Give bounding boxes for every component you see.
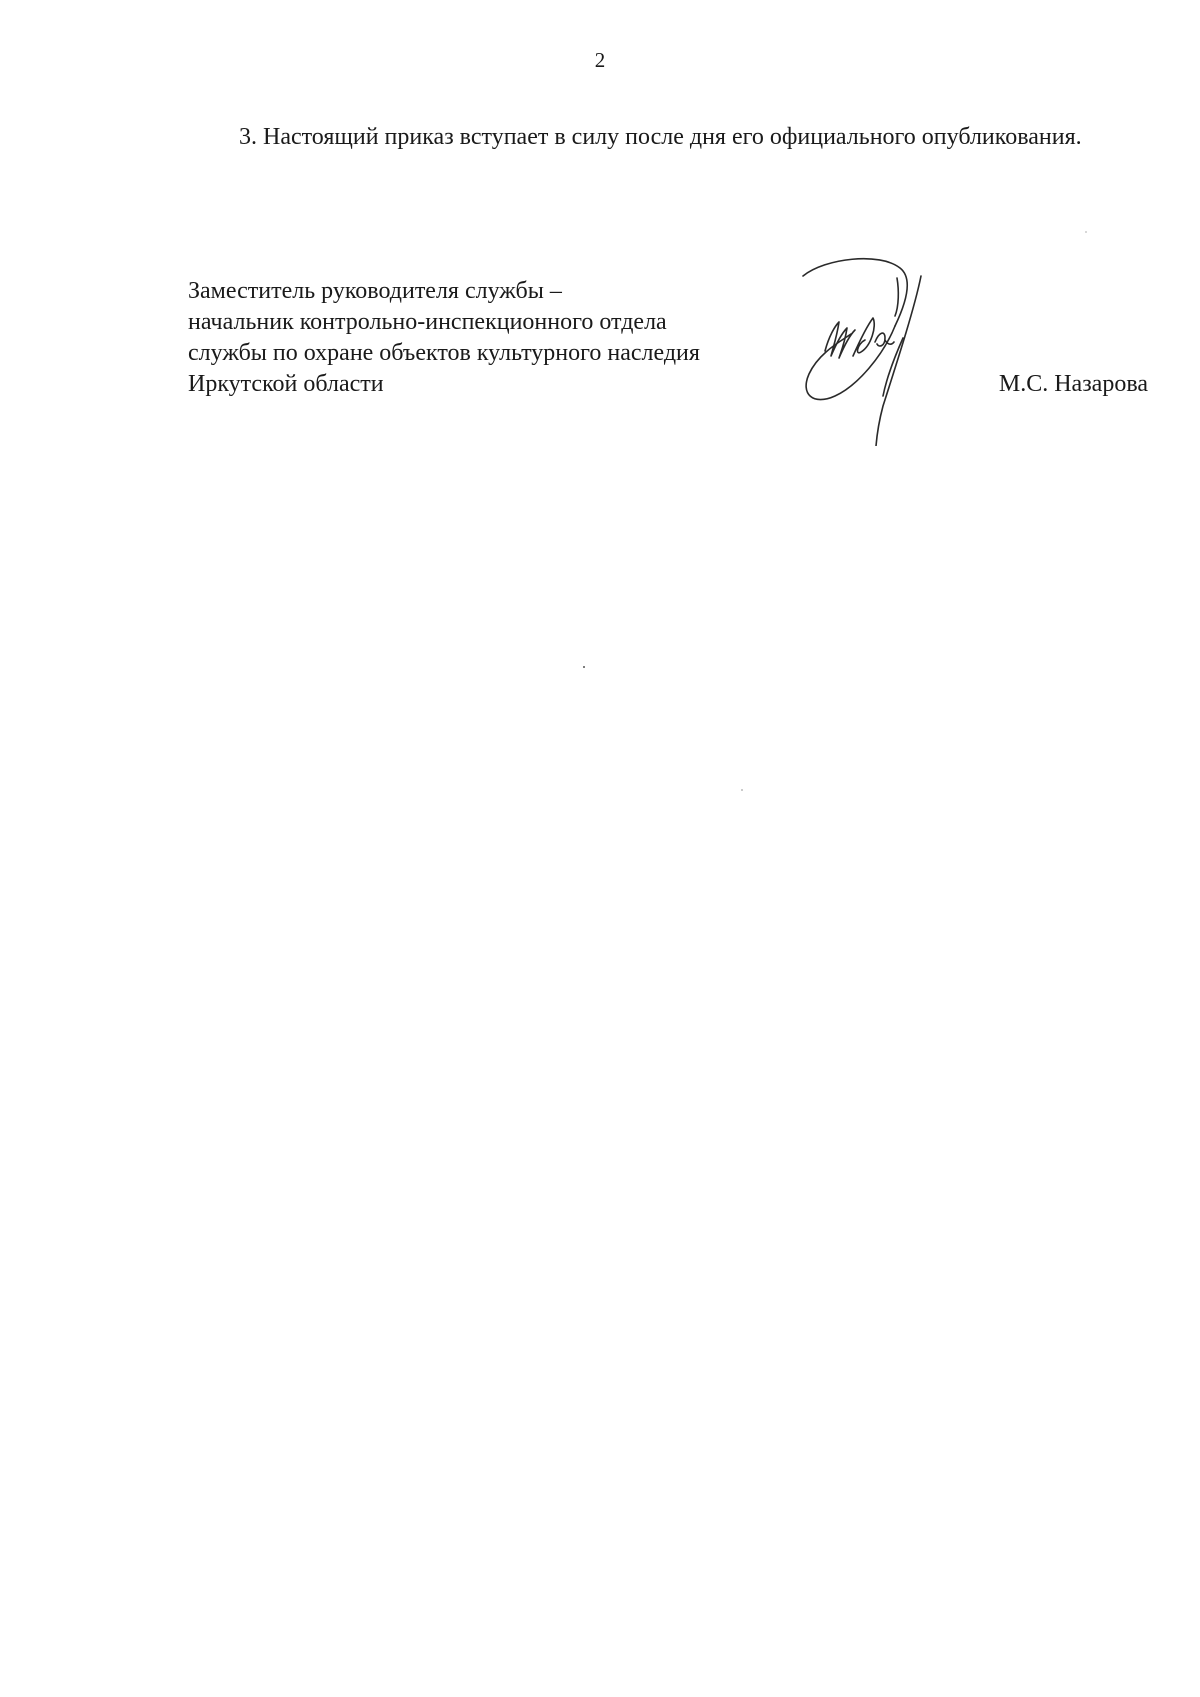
- signer-position-line: службы по охране объектов культурного наследия: [188, 340, 700, 366]
- scan-speck: [741, 789, 743, 791]
- signer-position: [188, 276, 808, 400]
- signer-position-line: Заместитель руководителя службы –: [188, 278, 562, 304]
- signature-icon: [795, 256, 955, 446]
- signer-position-line: Иркутской области: [188, 371, 384, 397]
- paragraph-3: 3. Настоящий приказ вступает в силу после дня его официального опубликования.: [239, 124, 1082, 150]
- signer-name: М.С. Назарова: [998, 371, 1148, 397]
- page-number: 2: [594, 48, 606, 72]
- scan-speck: [1085, 231, 1087, 233]
- signer-position-line: начальник контрольно-инспекционного отдела: [188, 309, 667, 335]
- scan-speck: [583, 666, 585, 668]
